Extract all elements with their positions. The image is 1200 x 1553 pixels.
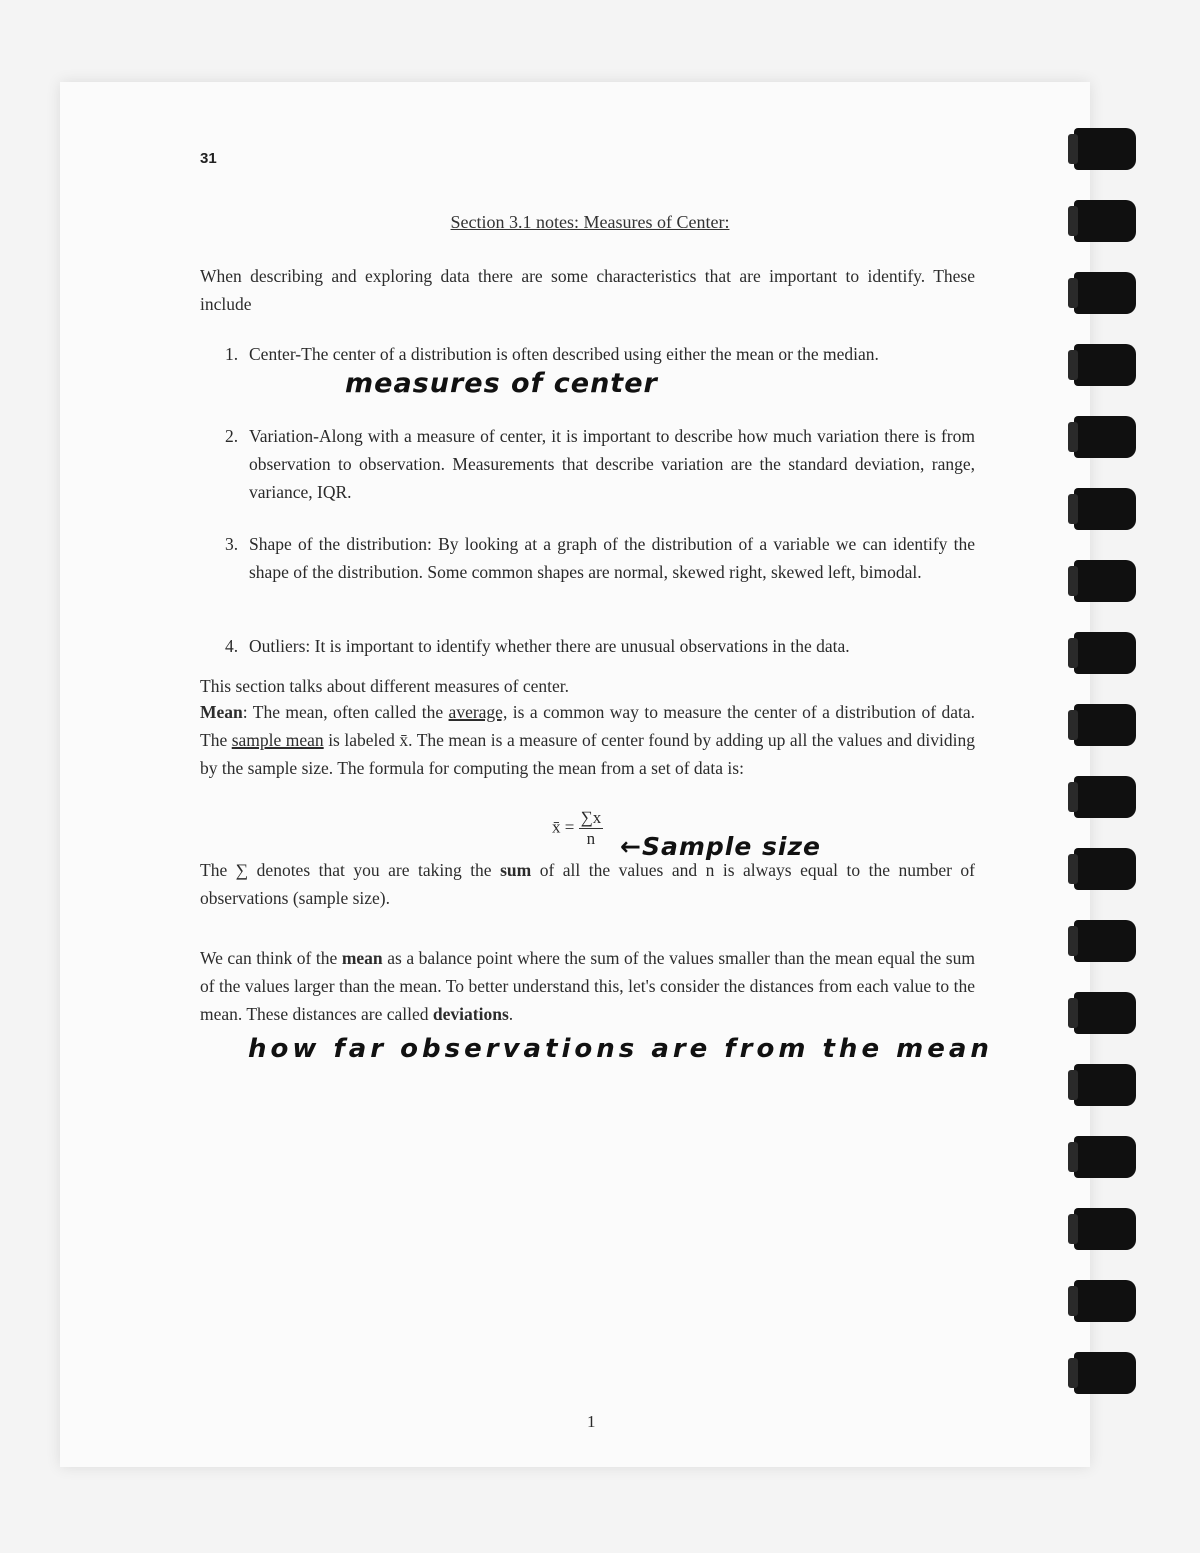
handwritten-note-deviation: how far observations are from the mean (248, 1034, 993, 1064)
intro-paragraph: When describing and exploring data there are some characteristics that are important to identify. These include (200, 266, 975, 314)
average-term: average, (448, 702, 508, 722)
mean-paragraph (200, 698, 975, 782)
list-text: Outliers: It is important to identify whether there are unusual observations in the data. (249, 636, 850, 656)
section-talk-line: This section talks about different measures of center. (200, 676, 570, 696)
mean-formula (552, 808, 603, 849)
list-text: Shape of the distribution: By looking at a graph of the distribution of a variable we can identify the shape of the distribution. Some common shapes are normal, skewed right, skewed left, bimodal. (249, 534, 975, 582)
list-item-center (225, 340, 975, 368)
formula-numerator: ∑x (580, 808, 602, 827)
page-number-top: 31 (200, 150, 217, 167)
list-item-outliers (225, 632, 975, 660)
binding-coil (1074, 1352, 1136, 1394)
binding-coil (1074, 776, 1136, 818)
sum-term: sum (500, 860, 532, 880)
sigma-text-2: of all the values and n is always equal to the number of observations (sample size). (200, 860, 975, 908)
binding-coil (1074, 272, 1136, 314)
list-number: 3. (225, 534, 239, 554)
binding-coil (1074, 704, 1136, 746)
binding-coil (1074, 920, 1136, 962)
list-item-shape (225, 530, 975, 586)
balance-paragraph (200, 944, 975, 1028)
balance-text-2: as a balance point where the sum of the values smaller than the mean equal the sum of the values larger than the mean. To better understand this, let's consider the distances from each value to the mean. These distances are called (200, 948, 975, 1024)
balance-text-3: . (508, 1004, 514, 1024)
binding-coil (1074, 416, 1136, 458)
binding-coil (1074, 128, 1136, 170)
list-number: 4. (225, 636, 239, 656)
binding-coil (1074, 488, 1136, 530)
binding-coil (1074, 344, 1136, 386)
list-number: 2. (225, 426, 239, 446)
binding-coil (1074, 560, 1136, 602)
sample-mean-term: sample mean (231, 730, 324, 750)
binding-coil (1074, 992, 1136, 1034)
list-item-variation (225, 422, 975, 506)
list-number: 1. (225, 344, 239, 364)
formula-lhs: x̄ = (552, 817, 575, 837)
sigma-paragraph (200, 856, 975, 912)
binding-coil (1074, 200, 1136, 242)
mean-text-2: is a common way to measure the center of a distribution of data. The (200, 702, 976, 750)
mean-text-1: : The mean, often called the (242, 702, 449, 722)
mean-term: mean (341, 948, 383, 968)
mean-label: Mean (200, 702, 243, 722)
page-number-bottom: 1 (587, 1412, 596, 1431)
formula-denominator: n (586, 829, 596, 848)
deviations-term: deviations (432, 1004, 509, 1024)
mean-text-3: is labeled x̄. The mean is a measure of center found by adding up all the values and dividing by the sample size. The formula for computing the mean from a set of data is: (200, 730, 975, 778)
section-title: Section 3.1 notes: Measures of Center: (450, 212, 730, 232)
binding-coil (1074, 632, 1136, 674)
binding-coil (1074, 1136, 1136, 1178)
handwritten-note-sample-size: ←Sample size (620, 832, 821, 861)
balance-text-1: We can think of the (200, 948, 342, 968)
handwritten-note-center: measures of center (345, 368, 658, 399)
binding-coil (1074, 848, 1136, 890)
binding-coil (1074, 1280, 1136, 1322)
list-text: Variation-Along with a measure of center, it is important to describe how much variation there is from observation to observation. Measurements that describe variation are the standard deviation, range, variance, IQR. (249, 426, 975, 502)
sigma-text-1: The ∑ denotes that you are taking the (200, 860, 501, 880)
binding-coil (1074, 1208, 1136, 1250)
binding-coil (1074, 1064, 1136, 1106)
list-text: Center-The center of a distribution is often described using either the mean or the median. (249, 344, 879, 364)
formula-fraction (579, 808, 604, 849)
spiral-binding (1066, 80, 1136, 1470)
